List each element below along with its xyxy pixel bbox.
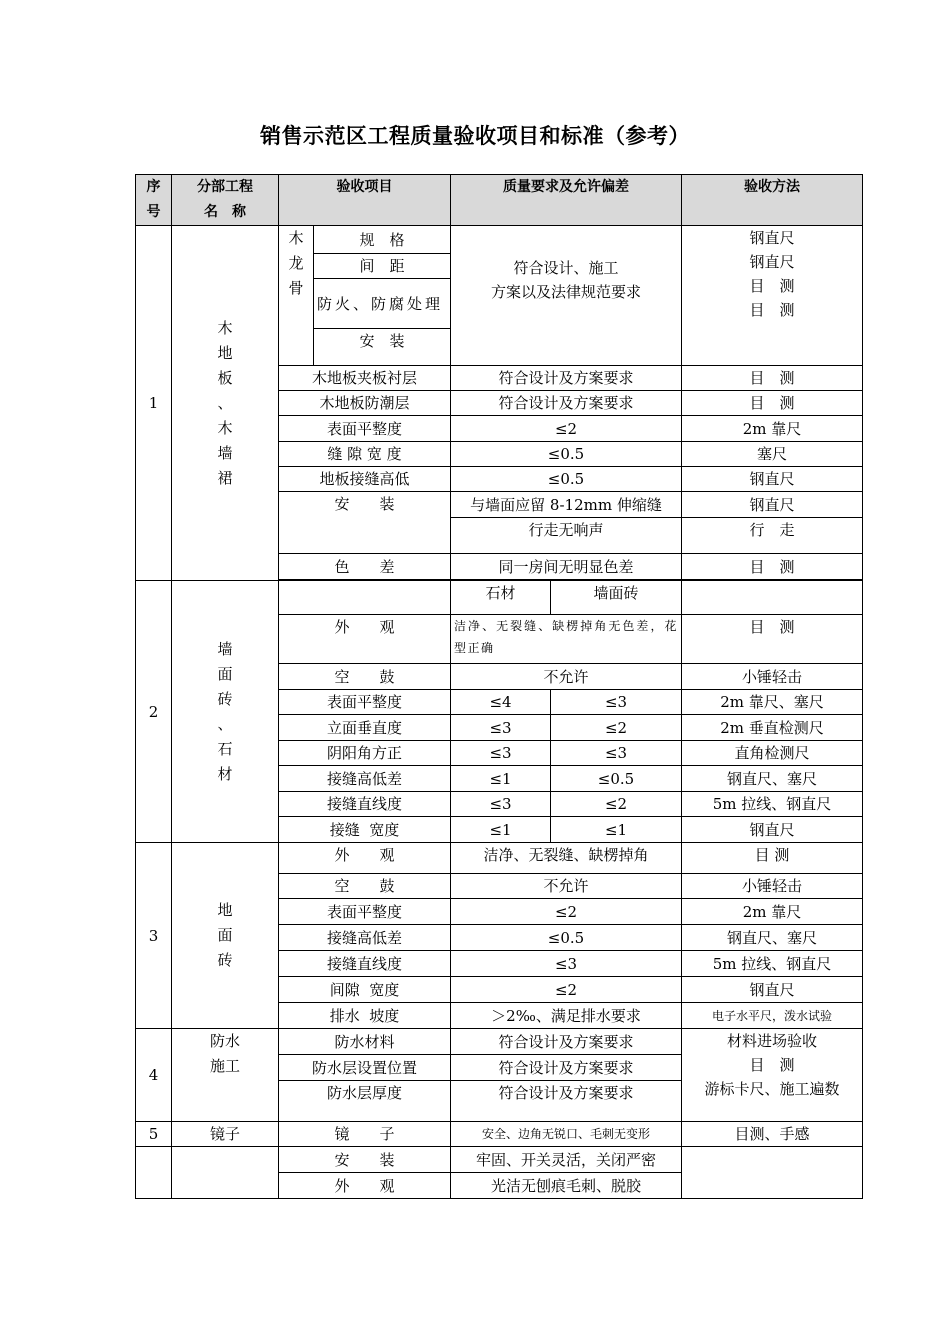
- item-cell: 接缝 宽度: [279, 817, 451, 843]
- quality-cell: 洁净、无裂缝、缺楞掉角: [451, 843, 682, 874]
- method-cell: 2m 靠尺、塞尺: [682, 690, 863, 715]
- method-cell: [682, 581, 863, 615]
- subheader-tile: 墙面砖: [551, 581, 682, 615]
- stone-cell: ≤1: [451, 766, 551, 792]
- tile-cell: ≤0.5: [551, 766, 682, 792]
- quality-cell: ≤2: [451, 416, 682, 442]
- header-dept: 分部工程 名 称: [172, 175, 279, 226]
- method-cell: 2m 垂直检测尺: [682, 715, 863, 741]
- item-cell: 防火、防腐处理: [314, 279, 451, 329]
- header-seq: 序 号: [136, 175, 172, 226]
- table-row: [136, 1147, 863, 1173]
- stone-cell: ≤3: [451, 792, 551, 817]
- item-cell: 地板接缝高低: [279, 467, 451, 492]
- item-cell: 防水层设置位置: [279, 1055, 451, 1081]
- quality-cell: ≤2: [451, 977, 682, 1003]
- table-row: [136, 1029, 863, 1055]
- item-cell: 外 观: [279, 1173, 451, 1199]
- table-row: [136, 1122, 863, 1147]
- tile-cell: ≤2: [551, 792, 682, 817]
- method-cell: 电子水平尺，泼水试验: [682, 1003, 863, 1029]
- table-row: [136, 226, 863, 254]
- method-cell: 钢直尺、塞尺: [682, 766, 863, 792]
- item-cell: 防水材料: [279, 1029, 451, 1055]
- method-cell: 目测、手感: [682, 1122, 863, 1147]
- quality-cell: 符合设计及方案要求: [451, 1055, 682, 1081]
- method-cell: 5m 拉线、钢直尺: [682, 951, 863, 977]
- quality-cell: ≤0.5: [451, 467, 682, 492]
- header-row: [136, 175, 863, 226]
- item-cell: 安 装: [314, 329, 451, 366]
- section-number: 5: [136, 1122, 172, 1147]
- quality-cell: 符合设计及方案要求: [451, 366, 682, 391]
- item-cell: 表面平整度: [279, 690, 451, 715]
- section-name: 木 地 板 、 木 墙 裙: [172, 226, 279, 581]
- section-name: 防水 施工: [172, 1029, 279, 1122]
- quality-cell: ≤0.5: [451, 442, 682, 467]
- quality-cell: ≤0.5: [451, 925, 682, 951]
- item-cell: 规 格: [314, 226, 451, 254]
- section-number: 2: [136, 581, 172, 843]
- item-cell: 木地板防潮层: [279, 391, 451, 416]
- item-cell: 缝 隙 宽 度: [279, 442, 451, 467]
- acceptance-table: [135, 174, 863, 1199]
- method-cell: 目 测: [682, 366, 863, 391]
- tile-cell: ≤2: [551, 715, 682, 741]
- item-cell: 排水 坡度: [279, 1003, 451, 1029]
- item-cell: 阴阳角方正: [279, 741, 451, 766]
- item-cell: 安 装: [279, 492, 451, 554]
- method-cell: 钢直尺、塞尺: [682, 925, 863, 951]
- quality-cell: 与墙面应留 8-12mm 伸缩缝: [451, 492, 682, 518]
- header-quality: 质量要求及允许偏差: [451, 175, 682, 226]
- method-cell: 目 测: [682, 615, 863, 664]
- quality-cell: 不允许: [451, 664, 682, 690]
- item-cell: 安 装: [279, 1147, 451, 1173]
- item-cell: 表面平整度: [279, 899, 451, 925]
- item-cell: 木地板夹板衬层: [279, 366, 451, 391]
- item-cell: 外 观: [279, 843, 451, 874]
- quality-cell: ≤3: [451, 951, 682, 977]
- quality-cell: ＞2‰、满足排水要求: [451, 1003, 682, 1029]
- section-number: 4: [136, 1029, 172, 1122]
- method-cell: 钢直尺: [682, 977, 863, 1003]
- method-cell: 材料进场验收 目 测 游标卡尺、施工遍数: [682, 1029, 863, 1122]
- quality-cell: 不允许: [451, 874, 682, 899]
- tile-cell: ≤3: [551, 690, 682, 715]
- method-cell: 2m 靠尺: [682, 899, 863, 925]
- table-row: [136, 581, 863, 615]
- stone-cell: ≤3: [451, 741, 551, 766]
- quality-cell: 洁净、无裂缝、缺楞掉角无色差，花型正确: [451, 615, 682, 664]
- item-cell: 立面垂直度: [279, 715, 451, 741]
- item-cell: 色 差: [279, 554, 451, 580]
- item-cell: 间 距: [314, 254, 451, 279]
- section-number: [136, 1147, 172, 1199]
- item-cell: 接缝直线度: [279, 792, 451, 817]
- method-cell: 小锤轻击: [682, 874, 863, 899]
- item-cell: 接缝高低差: [279, 766, 451, 792]
- quality-cell: 安全、边角无锐口、毛刺无变形: [451, 1122, 682, 1147]
- method-cell: 直角检测尺: [682, 741, 863, 766]
- tile-cell: ≤1: [551, 817, 682, 843]
- quality-cell: 符合设计及方案要求: [451, 1029, 682, 1055]
- item-cell: 接缝高低差: [279, 925, 451, 951]
- method-cell: 塞尺: [682, 442, 863, 467]
- item-cell: 外 观: [279, 615, 451, 664]
- tile-cell: ≤3: [551, 741, 682, 766]
- stone-cell: ≤4: [451, 690, 551, 715]
- quality-cell: 符合设计、施工 方案以及法律规范要求: [451, 226, 682, 366]
- item-cell: 接缝直线度: [279, 951, 451, 977]
- header-method: 验收方法: [682, 175, 863, 226]
- method-cell: 目 测: [682, 391, 863, 416]
- quality-cell: 行走无响声: [451, 518, 682, 554]
- item-cell: 防水层厚度: [279, 1081, 451, 1122]
- method-cell: 目 测: [682, 843, 863, 874]
- section-name: 墙 面 砖 、 石 材: [172, 581, 279, 843]
- method-cell: 小锤轻击: [682, 664, 863, 690]
- quality-cell: 同一房间无明显色差: [451, 554, 682, 580]
- method-cell: 钢直尺 钢直尺 目 测 目 测: [682, 226, 863, 366]
- item-cell: 空 鼓: [279, 664, 451, 690]
- section-number: 1: [136, 226, 172, 581]
- quality-cell: 符合设计及方案要求: [451, 1081, 682, 1122]
- header-item: 验收项目: [279, 175, 451, 226]
- section-name: [172, 1147, 279, 1199]
- table-row: [136, 843, 863, 874]
- method-cell: 钢直尺: [682, 492, 863, 518]
- method-cell: 5m 拉线、钢直尺: [682, 792, 863, 817]
- subheader-stone: 石材: [451, 581, 551, 615]
- quality-cell: ≤2: [451, 899, 682, 925]
- quality-cell: 牢固、开关灵活，关闭严密: [451, 1147, 682, 1173]
- item-cell: 间隙 宽度: [279, 977, 451, 1003]
- item-cell: [279, 581, 451, 615]
- method-cell: 2m 靠尺: [682, 416, 863, 442]
- method-cell: 钢直尺: [682, 817, 863, 843]
- keel-label: 木 龙 骨: [279, 226, 314, 366]
- quality-cell: 光洁无刨痕毛刺、脱胶: [451, 1173, 682, 1199]
- method-cell: 钢直尺: [682, 467, 863, 492]
- stone-cell: ≤3: [451, 715, 551, 741]
- section-number: 3: [136, 843, 172, 1029]
- method-cell: [682, 1147, 863, 1199]
- page-title: 销售示范区工程质量验收项目和标准（参考）: [260, 124, 690, 148]
- method-cell: 行 走: [682, 518, 863, 554]
- section-name: 镜子: [172, 1122, 279, 1147]
- quality-cell: 符合设计及方案要求: [451, 391, 682, 416]
- stone-cell: ≤1: [451, 817, 551, 843]
- item-cell: 空 鼓: [279, 874, 451, 899]
- method-cell: 目 测: [682, 554, 863, 580]
- section-name: 地 面 砖: [172, 843, 279, 1029]
- item-cell: 表面平整度: [279, 416, 451, 442]
- item-cell: 镜 子: [279, 1122, 451, 1147]
